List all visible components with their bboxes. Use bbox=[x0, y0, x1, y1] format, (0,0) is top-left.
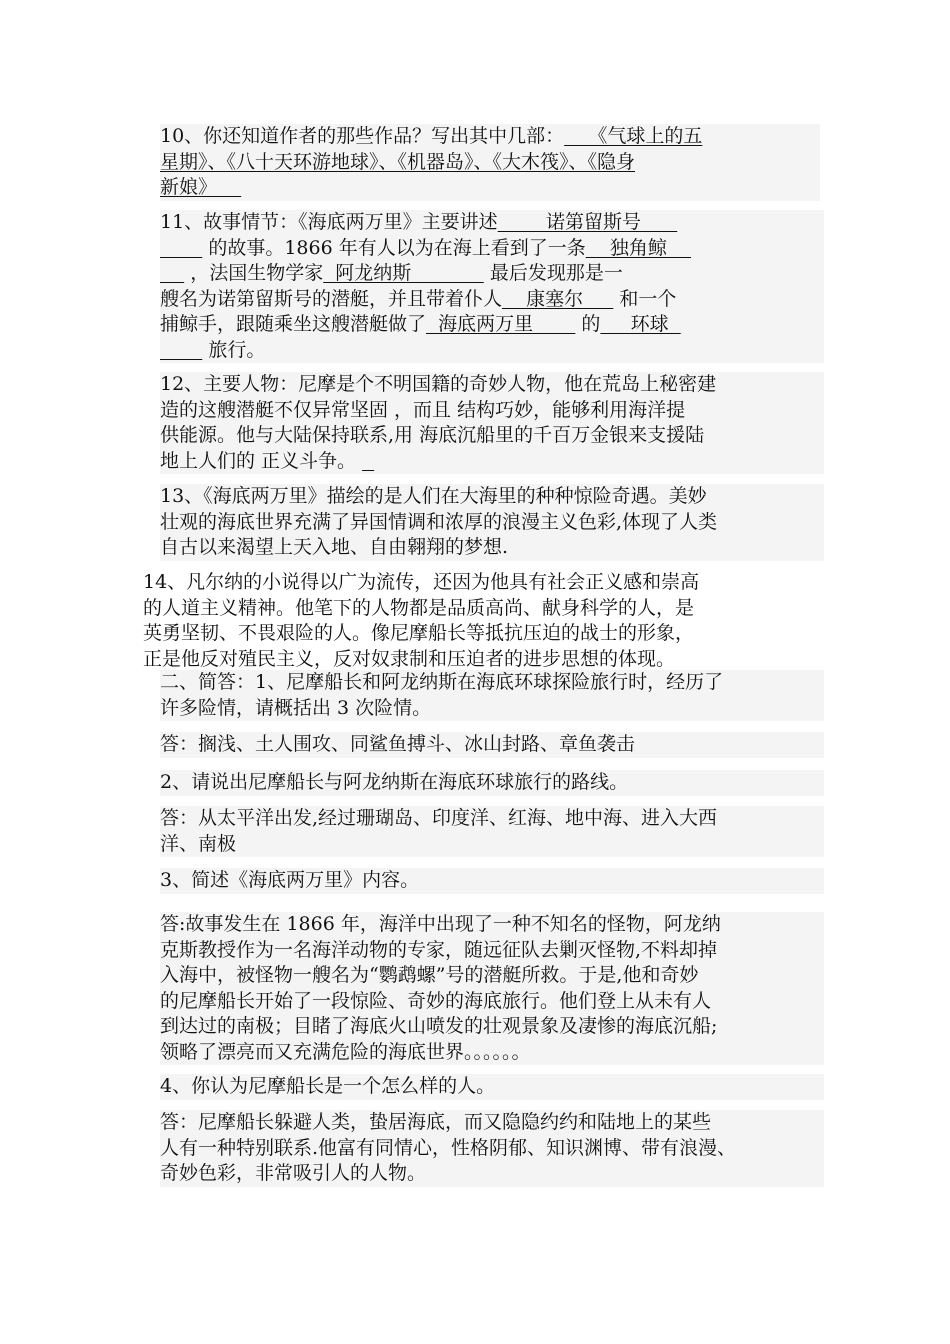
answer-4: 答：尼摩船长躲避人类，蛰居海底，而又隐隐约约和陆地上的某些 人有一种特别联系.他富有同情心，性格阴郁、知识渊博、带有浪漫、 奇妙色彩，非常吸引人的人物。 bbox=[160, 1110, 824, 1187]
answer-blank: 《气球上的五 bbox=[564, 125, 703, 147]
question-11: 11、故事情节：《海底两万里》主要讲述 诺第留斯号 的故事。1866 年有人以为在海上看到了一条 独角鲸 ，法国生物学家 阿龙纳斯 最后发现那是一 艘名为诺第留斯号的潜艇，并且带着仆人 康塞尔 和一个 捕鲸手，跟随乘坐这艘潜艇做了 海底两万里 的 环球 旅行。 bbox=[160, 210, 824, 363]
short-answer-section: 二、简答：1、尼摩船长和阿龙纳斯在海底环球探险旅行时，经历了 许多险情，请概括出 3 次险情。 bbox=[160, 670, 824, 721]
answer-2: 答：从太平洋出发,经过珊瑚岛、印度洋、红海、地中海、进入大西 洋、南极 bbox=[160, 806, 824, 857]
answer-blank: 阿龙纳斯 bbox=[323, 262, 484, 284]
answer-blank bbox=[160, 262, 184, 284]
question-13: 13、《海底两万里》描绘的是人们在大海里的种种惊险奇遇。美妙 壮观的海底世界充满了异国情调和浓厚的浪漫主义色彩,体现了人类 自古以来渴望上天入地、自由翱翔的梦想. bbox=[160, 484, 824, 561]
answer-blank: 海底两万里 bbox=[426, 313, 576, 335]
answer-blank bbox=[160, 237, 202, 259]
question-10: 10、你还知道作者的那些作品？写出其中几部： 《气球上的五 星期》、《八十天环游地球》、《机器岛》、《大木筏》、《隐身 新娘》 bbox=[160, 124, 820, 201]
question-2: 2、请说出尼摩船长与阿龙纳斯在海底环球旅行的路线。 bbox=[160, 770, 824, 796]
answer-blank: 新娘》 bbox=[160, 176, 242, 198]
question-12: 12、主要人物：尼摩是个不明国籍的奇妙人物，他在荒岛上秘密建 造的这艘潜艇不仅异常坚固 ，而且 结构巧妙，能够利用海洋提 供能源。他与大陆保持联系,用 海底沉船里的千百万金银来支援陆 地上人们的 正义斗争。 bbox=[160, 372, 824, 474]
answer-blank: 康塞尔 bbox=[502, 287, 614, 310]
question-3: 3、简述《海底两万里》内容。 bbox=[160, 868, 824, 894]
answer-blank bbox=[362, 450, 374, 472]
answer-blank: 星期》、《八十天环游地球》、《机器岛》、《大木筏》、《隐身 bbox=[160, 150, 636, 173]
answer-blank: 独角鲸 bbox=[585, 236, 692, 259]
question-4: 4、你认为尼摩船长是一个怎么样的人。 bbox=[160, 1074, 824, 1100]
answer-blank bbox=[160, 339, 202, 361]
answer-1: 答：搁浅、土人围攻、同鲨鱼搏斗、冰山封路、章鱼袭击 bbox=[160, 732, 824, 758]
answer-blank: 环球 bbox=[600, 313, 681, 335]
question-14: 14、凡尔纳的小说得以广为流传，还因为他具有社会正义感和崇高 的人道主义精神。他笔下的人物都是品质高尚、献身科学的人，是 英勇坚韧、不畏艰险的人。像尼摩船长等抵抗压迫的战士的形象， 正是他反对殖民主义，反对奴隶制和压迫者的进步思想的体现。 bbox=[143, 570, 823, 672]
answer-blank: 诺第留斯号 bbox=[497, 211, 678, 233]
answer-3: 答:故事发生在 1866 年，海洋中出现了一种不知名的怪物，阿龙纳 克斯教授作为一名海洋动物的专家，随远征队去剿灭怪物,不料却掉 入海中，被怪物一艘名为“鹦鹉螺”号的潜艇所救。于是,他和奇妙 的尼摩船长开始了一段惊险、奇妙的海底旅行。他们登上从未有人 到达过的南极；目睹了海底火山喷发的壮观景象及凄惨的海底沉船; 领略了漂亮而又充满危险的海底世界。。。。。。 bbox=[160, 912, 824, 1065]
